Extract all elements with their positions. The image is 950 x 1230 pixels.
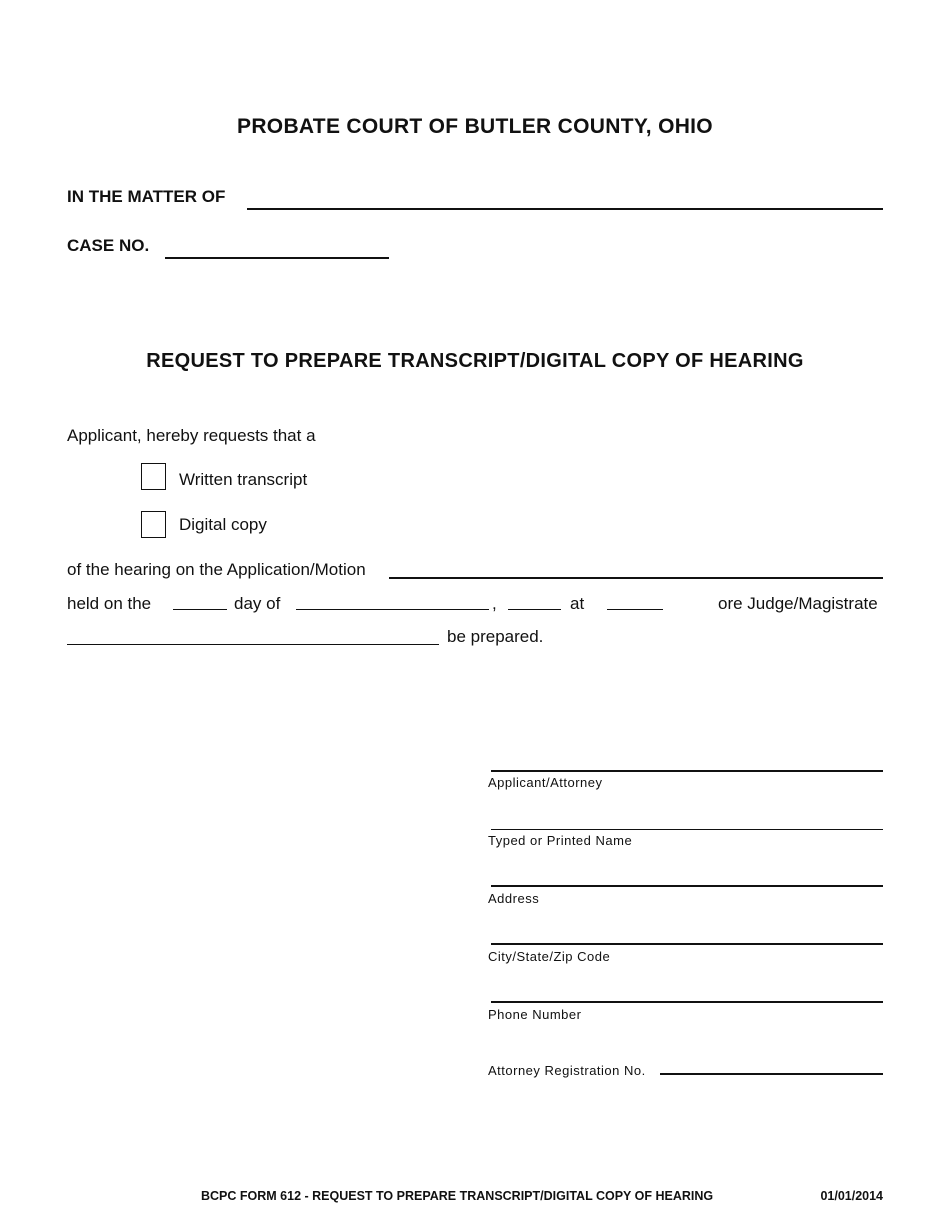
case-no-label: CASE NO. (67, 236, 150, 255)
judge-name-field[interactable] (67, 644, 439, 645)
time-field[interactable] (607, 609, 663, 610)
application-motion-field[interactable] (389, 577, 883, 579)
address-field[interactable] (491, 885, 883, 887)
be-prepared-text: be prepared. (447, 627, 544, 646)
digital-copy-checkbox[interactable] (141, 511, 166, 538)
printed-name-label: Typed or Printed Name (488, 833, 633, 848)
before-judge-text: ore Judge/Magistrate (718, 594, 878, 613)
attorney-registration-label: Attorney Registration No. (488, 1063, 646, 1078)
footer-form-name: BCPC FORM 612 - REQUEST TO PREPARE TRANSCRIPT/DIGITAL COPY OF HEARING (201, 1189, 714, 1203)
city-state-zip-field[interactable] (491, 943, 883, 945)
at-text: at (570, 594, 585, 613)
address-label: Address (488, 891, 540, 906)
intro-text: Applicant, hereby requests that a (67, 426, 316, 445)
applicant-signature-field[interactable] (491, 770, 883, 772)
city-state-zip-label: City/State/Zip Code (488, 949, 611, 964)
applicant-attorney-label: Applicant/Attorney (488, 775, 603, 790)
day-of-text: day of (234, 594, 281, 613)
written-transcript-label: Written transcript (179, 470, 308, 489)
phone-field[interactable] (491, 1001, 883, 1003)
case-no-field[interactable] (165, 257, 389, 259)
month-field[interactable] (296, 609, 489, 610)
year-field[interactable] (508, 609, 561, 610)
written-transcript-checkbox[interactable] (141, 463, 166, 490)
day-field[interactable] (173, 609, 227, 610)
form-title: REQUEST TO PREPARE TRANSCRIPT/DIGITAL COPY OF HEARING (146, 350, 804, 372)
in-the-matter-of-field[interactable] (247, 208, 883, 210)
phone-label: Phone Number (488, 1007, 582, 1022)
attorney-registration-field[interactable] (660, 1073, 883, 1075)
footer-date: 01/01/2014 (820, 1189, 883, 1203)
court-title: PROBATE COURT OF BUTLER COUNTY, OHIO (237, 115, 713, 138)
digital-copy-label: Digital copy (179, 515, 267, 534)
held-on-text: held on the (67, 594, 152, 613)
comma-text: , (492, 594, 497, 613)
printed-name-field[interactable] (491, 829, 883, 830)
hearing-line-text: of the hearing on the Application/Motion (67, 560, 366, 579)
in-the-matter-of-label: IN THE MATTER OF (67, 187, 226, 206)
